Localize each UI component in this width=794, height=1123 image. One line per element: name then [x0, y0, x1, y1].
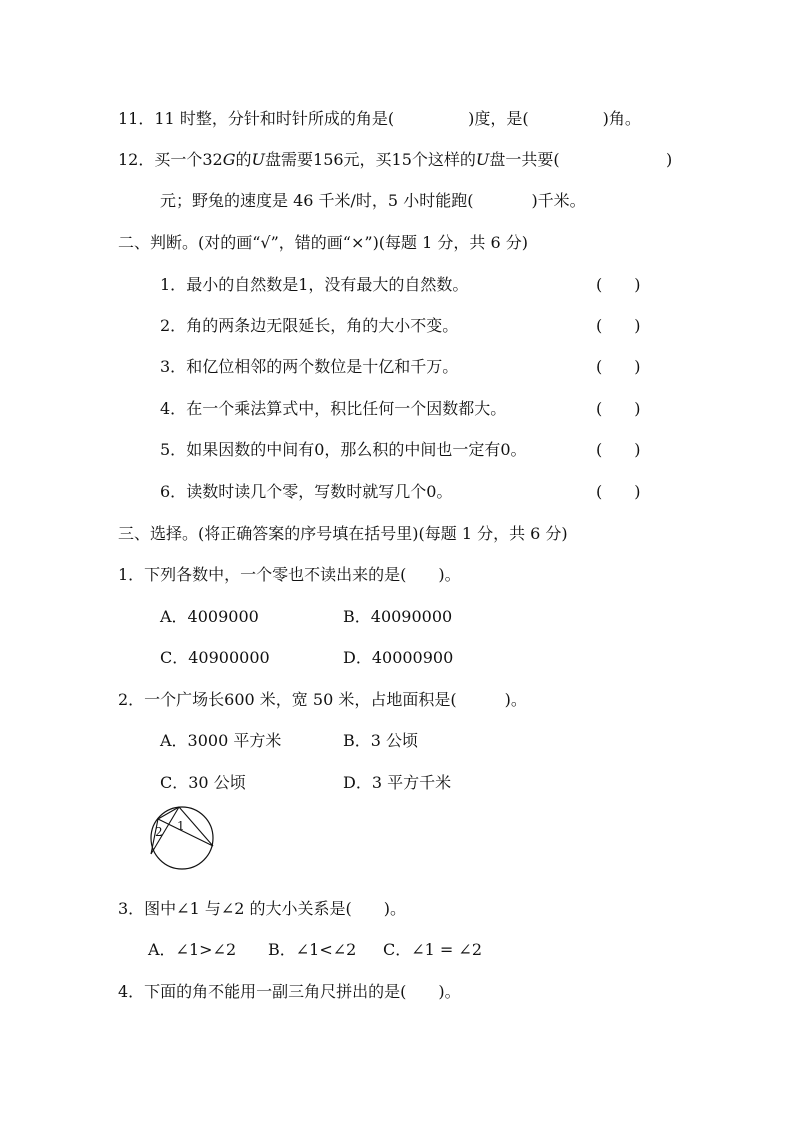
judge-item-number: 1．: [160, 275, 187, 294]
judge-item-1: [160, 275, 468, 295]
q12-text-d: 盘一共要(: [489, 150, 560, 169]
choice-1-option-b[interactable]: B．40090000: [343, 607, 453, 626]
choice-question-3: 3．图中∠1 与∠2 的大小关系是( )。: [118, 899, 407, 918]
q12-u-letter: U: [251, 150, 266, 169]
judge-item-3: [160, 357, 458, 377]
judge-answer-bracket-6[interactable]: ( ): [596, 482, 641, 501]
q12-g-unit: G: [222, 150, 236, 169]
judge-item-number: 5．: [160, 440, 187, 459]
choice-question-4: 4．下面的角不能用一副三角尺拼出的是( )。: [118, 982, 461, 1001]
judge-item-6: [160, 482, 452, 502]
judge-answer-bracket-2[interactable]: ( ): [596, 316, 641, 335]
judge-item-number: 6．: [160, 482, 187, 501]
q11-number: 11．: [118, 109, 155, 128]
q12-text-a: 12．买一个32: [118, 150, 223, 169]
choice-2-option-b[interactable]: B．3 公顷: [343, 731, 419, 750]
judge-answer-bracket-4[interactable]: ( ): [596, 399, 641, 418]
judge-answer-bracket-1[interactable]: ( ): [596, 275, 641, 294]
section-2-title: 二、判断。(对的画“√”，错的画“×”)(每题 1 分，共 6 分): [118, 233, 528, 252]
question-12-line-1: [118, 150, 560, 170]
q12-text-c: 盘需要156元，买15个这样的: [265, 150, 476, 169]
question-11: [118, 109, 641, 129]
inscribed-angle-figure: [146, 806, 218, 870]
choice-3-option-c[interactable]: C．∠1 = ∠2: [383, 940, 482, 959]
judge-item-number: 4．: [160, 399, 187, 418]
choice-2-option-d[interactable]: D．3 平方千米: [343, 773, 452, 792]
figure-angle-label-2: 2: [155, 825, 163, 839]
choice-question-1: 1．下列各数中，一个零也不读出来的是( )。: [118, 565, 461, 584]
q12-line2-text-a: 元；野兔的速度是 46 千米/时，5 小时能跑(: [160, 191, 474, 210]
question-12-line-2: [160, 191, 586, 211]
choice-3-option-b[interactable]: B．∠1<∠2: [268, 940, 357, 959]
judge-item-text: 如果因数的中间有0，那么积的中间也一定有0。: [186, 440, 527, 459]
choice-question-2: 2．一个广场长600 米，宽 50 米，占地面积是( )。: [118, 690, 527, 709]
choice-1-option-a[interactable]: A．4009000: [160, 607, 259, 626]
figure-chord: [158, 819, 213, 846]
section-3-title: 三、选择。(将正确答案的序号填在括号里)(每题 1 分，共 6 分): [118, 524, 568, 543]
judge-item-text: 角的两条边无限延长，角的大小不变。: [186, 316, 459, 335]
q12-u-letter-2: U: [475, 150, 490, 169]
choice-2-option-a[interactable]: A．3000 平方米: [160, 731, 282, 750]
judge-item-text: 和亿位相邻的两个数位是十亿和千万。: [186, 357, 459, 376]
choice-2-option-c[interactable]: C．30 公顷: [160, 773, 246, 792]
judge-answer-bracket-3[interactable]: ( ): [596, 357, 641, 376]
q12-text-b: 的: [235, 150, 252, 169]
judge-answer-bracket-5[interactable]: ( ): [596, 440, 641, 459]
judge-item-number: 3．: [160, 357, 187, 376]
q11-text-c: )角。: [602, 109, 641, 128]
judge-item-text: 最小的自然数是1，没有最大的自然数。: [186, 275, 469, 294]
q11-text-a: 11 时整，分针和时针所成的角是(: [154, 109, 395, 128]
judge-item-text: 读数时读几个零，写数时就写几个0。: [186, 482, 453, 501]
judge-item-text: 在一个乘法算式中，积比任何一个因数都大。: [186, 399, 507, 418]
choice-3-option-a[interactable]: A．∠1>∠2: [148, 940, 237, 959]
q12-close-paren: ): [666, 150, 673, 169]
choice-1-option-c[interactable]: C．40900000: [160, 648, 270, 667]
q12-line2-text-b: )千米。: [531, 191, 586, 210]
judge-item-2: [160, 316, 458, 336]
judge-item-4: [160, 399, 506, 419]
q11-text-b: )度，是(: [468, 109, 529, 128]
judge-item-number: 2．: [160, 316, 187, 335]
figure-angle-label-1: 1: [177, 819, 185, 833]
choice-1-option-d[interactable]: D．40000900: [343, 648, 454, 667]
judge-item-5: [160, 440, 527, 460]
